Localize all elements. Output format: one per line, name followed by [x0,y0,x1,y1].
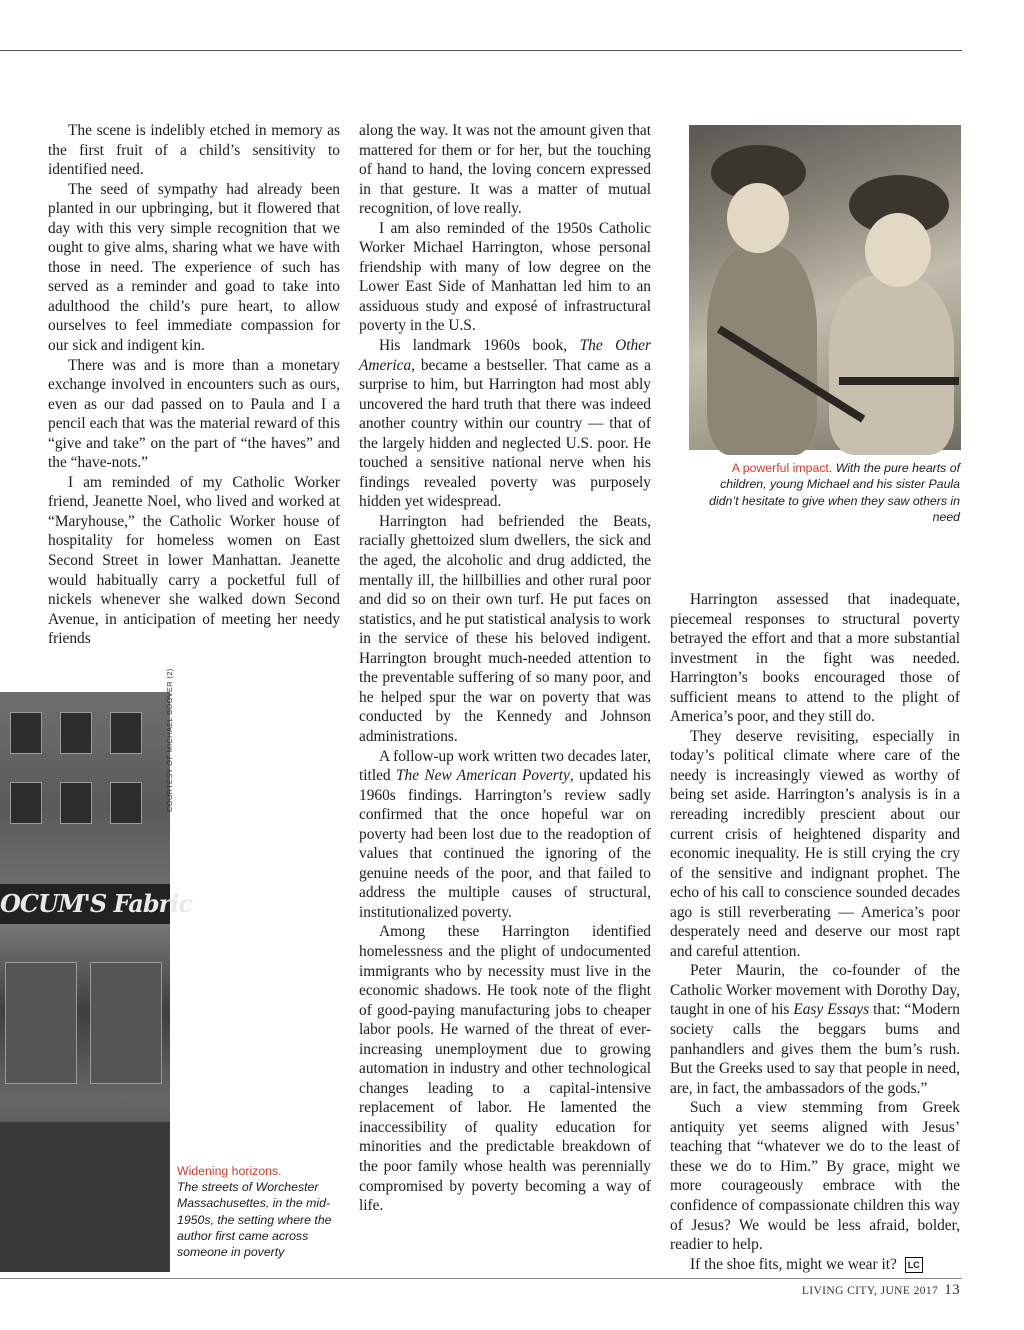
article-column-1 [48,121,340,649]
photo-window [10,782,42,824]
book-title: Easy Essays [793,1001,870,1019]
paragraph: They deserve revisiting, especially in today’s political climate where care of the needy is increasingly viewed as worthy of being set aside. Harrington’s analysis is in a rereading incredibly prescient about our current crisis of heightened disparity and economic inequality. He is still crying the cry of the sensitive and indignant prophet. The echo of his call to conscience sounded decades ago is still reverberating — America’s poor desperately need and deserve our most rapt and careful attention. [670,727,960,960]
caption-text: The streets of Worchester Massachusettes, in the mid-1950s, the setting where the author first came across someone in poverty [177,1180,332,1260]
page-number: 13 [944,1282,960,1298]
caption-lead: Widening horizons. [177,1164,282,1178]
text-run: If the shoe fits, might we wear it? [690,1255,897,1273]
photo-credit: COURTESY OF MICHAEL BOOVER (2) [165,668,174,812]
left-photo-caption [177,1163,352,1260]
paragraph [359,336,651,512]
shop-window [90,962,162,1084]
photo-window [110,712,142,754]
text-run: A follow-up work written two decades later, titled [359,747,651,785]
children-photo [689,125,961,450]
girl-figure [829,275,954,455]
paragraph: I am also reminded of the 1950s Catholic Worker Michael Harrington, whose personal friendship with many of low degree on the Lower East Side of Manhattan led him to an assiduous study and exposé of infrastructural poverty in the U.S. [359,219,651,335]
boy-face [727,183,789,253]
paragraph: I am reminded of my Catholic Worker friend, Jeanette Noel, who lived and worked at “Maryhouse,” the Catholic Worker house of hospitality for homeless women on East Second Street in lower Manhattan. Jeanette would habitually carry a pocketful full of nickels whenever she walked down Second Avenue, in anticipation of meeting her needy friends [48,473,340,648]
book-title: The New American Poverty [395,767,570,785]
shop-window [5,962,77,1084]
paragraph: Harrington assessed that inadequate, piecemeal responses to structural poverty betrayed the effort and that a more substantial investment in the fight was needed. Harrington’s books encouraged those of sufficient means to attend to the plight of America’s poor, and they still do. [670,591,960,726]
photo-window [110,782,142,824]
paragraph: The scene is indelibly etched in memory as the first fruit of a child’s sensitivity to identified need. [48,122,340,179]
text-run: , updated his 1960s findings. Harrington’s review sadly confirmed that the once hopeful war on poverty had been lost due to the readoption of values that continued the ignoring of the genuine needs of the poor, and that failed to address the multiple causes of structural, institutionalized poverty. [359,767,651,921]
paragraph [670,961,960,1098]
photo-window [10,712,42,754]
paragraph: Such a view stemming from Greek antiquity yet seems aligned with Jesus’ teaching that “whatever we do to the least of these we do to Him.” By grace, might we more courageously embrace with the confidence of compassionate children this way of Jesus? We would be less afraid, bolder, readier to help. [670,1099,960,1254]
girl-face [865,213,931,287]
top-rule [0,50,962,51]
caption-text: With the pure hearts of children, young Michael and his sister Paula didn’t hesitate to give when they saw others in need [709,461,960,524]
text-run: Peter Maurin, the co-founder of the Catholic Worker movement with Dorothy Day, taught in one of his [670,962,960,1019]
book-title: The Other America [359,337,652,374]
lc-end-mark-icon: LC [905,1257,923,1273]
page-footer [802,1282,960,1299]
photo-window [60,712,92,754]
paragraph: Harrington had befriended the Beats, racially ghettoized slum dwellers, the sick and the aged, the alcoholic and drug addicted, the mentally ill, the hillbillies and other rural poor and did so on their own turf. He put faces on statistics, and he put statistical analysis to work in the service of these his beloved indigent. Harrington brought much-needed attention to the preventable suffering of so many poor, and he helped spur the war on poverty that was conducted by the Kennedy and Johnson administrations. [359,512,651,745]
bottom-rule [0,1278,962,1279]
publication-name: LIVING CITY, JUNE 2017 [801,1285,939,1297]
storefront-sign: OCUM'S Fabric [0,884,170,924]
caption-lead: A powerful impact. [731,461,833,475]
photo-window [60,782,92,824]
right-photo-caption [700,460,960,525]
paragraph: along the way. It was not the amount given that mattered for them or for her, but the touching of hand to hand, the loving concern expressed in that gesture. It was a matter of mutual recognition, of love really. [359,122,651,218]
paragraph [359,747,651,923]
article-column-2 [359,121,651,1216]
text-run: that: “Modern society calls the beggars bums and panhandlers and gives them the bum’s rush. But the Greeks used to say that people in need, are, in fact, the ambassadors of the gods.” [670,1001,960,1097]
paragraph: Among these Harrington identified homelessness and the plight of undocumented immigrants who by necessity must live in the economic shadows. He took note of the flight of good-paying manufacturing jobs to cheaper labor pools. He warned of the threat of ever-increasing unemployment due to growing automation in industry and other technological changes leading to a capital-intensive replacement of labor. He lamented the inaccessibility of quality education for minorities and the predictable breakdown of the poor family whose health was perennially compromised by poverty becoming a way of life. [359,923,651,1215]
paragraph: The seed of sympathy had already been planted in our upbringing, but it flowered that day with this very simple recognition that we ought to give alms, sharing what we have with those in need. The experience of such has served as a reminder and goad to take into adulthood the child’s pure heart, to allow ourselves to feel immediate compassion for our sick and indigent kin. [48,180,340,355]
paragraph: There was and is more than a monetary exchange involved in encounters such as ours, even as our dad passed on to Paula and I a pencil each that was the material reward of this “give and take” on the part of “the haves” and the “have-nots.” [48,356,340,472]
text-run: His landmark 1960s book, [379,337,580,355]
toy-rifle [839,377,959,385]
street-crowd [0,1122,170,1272]
paragraph [670,1255,960,1275]
article-column-3 [670,590,960,1274]
boy-figure [707,245,817,455]
text-run: , became a bestseller. That came as a surprise to him, but Harrington had most ably uncovered the hard truth that there was indeed another country within our country — that of the largely hidden and neglected U.S. poor. He touched a sensitive national nerve when his findings revealed poverty was purposely hidden yet widespread. [359,356,651,511]
